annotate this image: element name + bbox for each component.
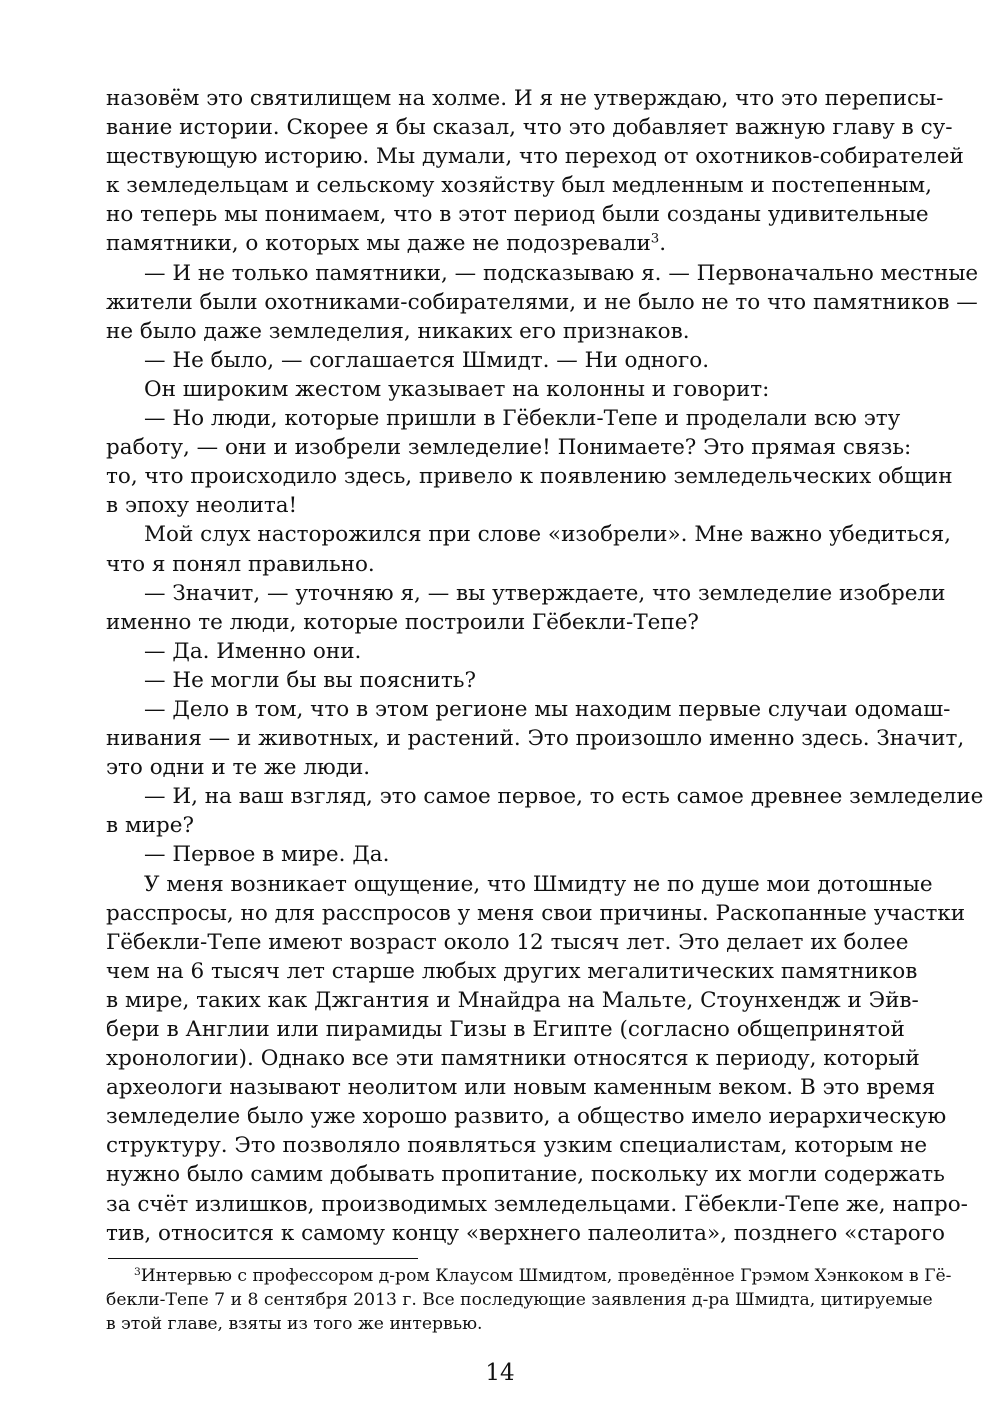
body-line: назовём это святилищем на холме. И я не утверждаю, что это переписы- bbox=[106, 86, 944, 111]
body-line: хронологии). Однако все эти памятники относятся к периоду, который bbox=[106, 1046, 920, 1072]
body-line: структуру. Это позволяло появляться узким специалистам, которым не bbox=[106, 1133, 928, 1159]
footnote-line: в этой главе, взяты из того же интервью. bbox=[106, 1314, 483, 1334]
body-line: — Не могли бы вы пояснить? bbox=[144, 667, 477, 693]
body-line: в мире, таких как Джгантия и Мнайдра на Мальте, Стоунхендж и Эйв- bbox=[106, 987, 919, 1013]
body-line: именно те люди, которые построили Гёбекли-Тепе? bbox=[106, 609, 699, 635]
body-line: нивания — и животных, и растений. Это произошло именно здесь. Значит, bbox=[106, 726, 965, 752]
body-line: бери в Англии или пирамиды Гизы в Египте (согласно общепринятой bbox=[106, 1017, 905, 1042]
footnote-line: бекли-Тепе 7 и 8 сентября 2013 г. Все последующие заявления д-ра Шмидта, цитируемые bbox=[106, 1290, 933, 1310]
body-line-with-footnote-ref bbox=[106, 229, 894, 258]
body-line: — И не только памятники, — подсказываю я. — Первоначально местные bbox=[144, 260, 979, 286]
body-line: — Дело в том, что в этом регионе мы находим первые случаи одомаш- bbox=[144, 696, 951, 722]
footnote-marker: 3 bbox=[134, 1265, 141, 1279]
body-line: — Да. Именно они. bbox=[144, 638, 362, 664]
body-line: земледелие было уже хорошо развито, а общество имело иерархическую bbox=[106, 1104, 947, 1130]
footnote-line-text: Интервью с профессором д-ром Клаусом Шмидтом, проведённое Грэмом Хэнкоком в Гё- bbox=[140, 1266, 952, 1286]
body-line: в мире? bbox=[106, 813, 195, 839]
footnote-reference[interactable]: 3 bbox=[650, 232, 660, 248]
body-line: это одни и те же люди. bbox=[106, 755, 371, 781]
body-line: — И, на ваш взгляд, это самое первое, то есть самое древнее земледелие bbox=[144, 784, 984, 810]
body-line: Мой слух насторожился при слове «изобрели». Мне важно убедиться, bbox=[144, 522, 951, 548]
body-line: работу, — они и изобрели земледелие! Понимаете? Это прямая связь: bbox=[106, 435, 912, 461]
body-line: но теперь мы понимаем, что в этот период были созданы удивительные bbox=[106, 202, 929, 228]
body-line: чем на 6 тысяч лет старше любых других мегалитических памятников bbox=[106, 958, 918, 984]
body-line: — Не было, — соглашается Шмидт. — Ни одного. bbox=[144, 347, 710, 373]
body-line: в эпоху неолита! bbox=[106, 493, 298, 519]
body-line: нужно было самим добывать пропитание, поскольку их могли содержать bbox=[106, 1162, 945, 1188]
body-line: за счёт излишков, производимых земледельцами. Гёбекли-Тепе же, напро- bbox=[106, 1191, 968, 1217]
body-line: — Значит, — уточняю я, — вы утверждаете, что земледелие изобрели bbox=[144, 580, 946, 606]
sentence-period: . bbox=[659, 231, 667, 257]
body-text bbox=[106, 84, 984, 1248]
body-line: вание истории. Скорее я бы сказал, что это добавляет важную главу в су- bbox=[106, 115, 953, 141]
footnote bbox=[106, 1264, 952, 1336]
body-line: Он широким жестом указывает на колонны и говорит: bbox=[144, 376, 770, 402]
body-line: Гёбекли-Тепе имеют возраст около 12 тысяч лет. Это делает их более bbox=[106, 929, 909, 955]
body-line: тив, относится к самому концу «верхнего палеолита», позднего «старого bbox=[106, 1220, 945, 1246]
body-line: жители были охотниками-собирателями, и не было не то что памятников — bbox=[106, 289, 978, 315]
body-line: У меня возникает ощущение, что Шмидту не по душе мои дотошные bbox=[144, 871, 933, 897]
body-line: расспросы, но для расспросов у меня свои причины. Раскопанные участки bbox=[106, 900, 966, 926]
body-line: ществующую историю. Мы думали, что переход от охотников-собирателей bbox=[106, 144, 964, 170]
page-number: 14 bbox=[485, 1360, 515, 1386]
body-line: не было даже земледелия, никаких его признаков. bbox=[106, 318, 690, 344]
body-line: — Но люди, которые пришли в Гёбекли-Тепе и проделали всю эту bbox=[144, 406, 901, 432]
body-line: — Первое в мире. Да. bbox=[144, 842, 390, 868]
body-line: к земледельцам и сельскому хозяйству был медленным и постепенным, bbox=[106, 173, 932, 199]
body-line: то, что происходило здесь, привело к появлению земледельческих общин bbox=[106, 464, 953, 490]
body-line-text: памятники, о которых мы даже не подозревали bbox=[106, 231, 651, 257]
footnote-divider bbox=[108, 1258, 418, 1259]
body-line: что я понял правильно. bbox=[106, 551, 375, 577]
footnote-line bbox=[106, 1264, 952, 1288]
body-line: археологи называют неолитом или новым каменным веком. В это время bbox=[106, 1075, 936, 1101]
